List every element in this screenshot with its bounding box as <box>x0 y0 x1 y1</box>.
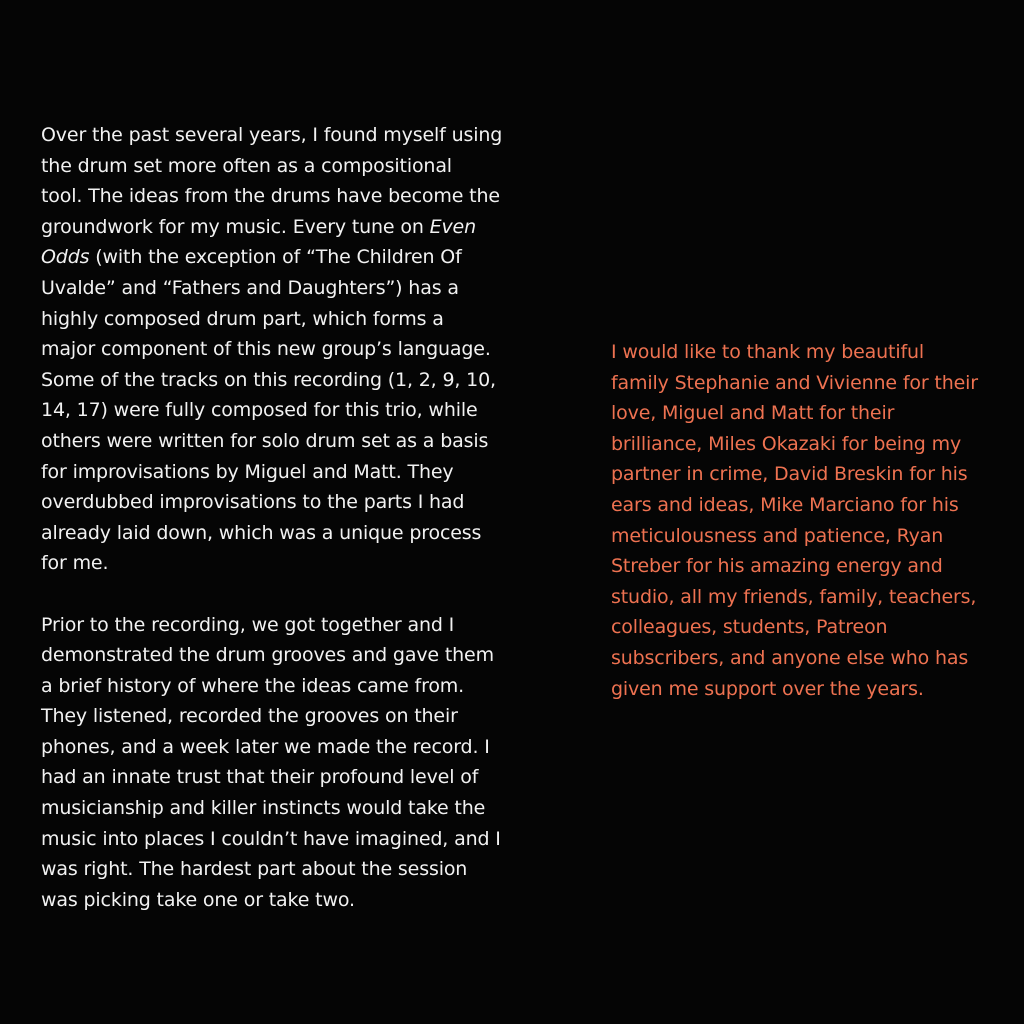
text-line: brilliance, Miles Okazaki for being my <box>611 432 962 455</box>
text-line: given me support over the years. <box>611 677 924 700</box>
text-line <box>41 212 541 243</box>
text-line: was picking take one or take two. <box>41 888 355 911</box>
text-line: musicianship and killer instincts would take the <box>41 797 486 820</box>
text-line: had an innate trust that their profound level of <box>41 766 479 789</box>
text-line: others were written for solo drum set as a basis <box>41 429 489 452</box>
text-run: (with the exception of “The Children Of <box>89 246 462 269</box>
text-line: They listened, recorded the grooves on their <box>41 705 458 728</box>
liner-notes-paragraph-2 <box>41 610 541 916</box>
text-line: was right. The hardest part about the session <box>41 858 468 881</box>
text-line: tool. The ideas from the drums have become the <box>41 185 500 208</box>
text-line: overdubbed improvisations to the parts I had <box>41 491 465 514</box>
album-title-part-1: Even <box>429 215 476 238</box>
text-line: ears and ideas, Mike Marciano for his <box>611 493 959 516</box>
text-line: the drum set more often as a compositional <box>41 154 452 177</box>
text-line: studio, all my friends, family, teachers, <box>611 585 977 608</box>
text-line: phones, and a week later we made the record. I <box>41 735 490 758</box>
liner-notes-paragraph-1 <box>41 120 541 579</box>
liner-notes-column <box>41 120 541 915</box>
acknowledgements-paragraph <box>611 337 1016 704</box>
text-line: subscribers, and anyone else who has <box>611 646 969 669</box>
text-line: highly composed drum part, which forms a <box>41 307 444 330</box>
text-line: music into places I couldn’t have imagined, and I <box>41 827 501 850</box>
text-line: Uvalde” and “Fathers and Daughters”) has a <box>41 276 459 299</box>
text-line: Prior to the recording, we got together and I <box>41 613 455 636</box>
acknowledgements-column <box>611 337 1016 704</box>
text-line: meticulousness and patience, Ryan <box>611 524 944 547</box>
text-line: for me. <box>41 552 109 575</box>
album-title-part-2: Odds <box>41 246 90 269</box>
text-line: love, Miguel and Matt for their <box>611 402 895 425</box>
text-line: for improvisations by Miguel and Matt. They <box>41 460 454 483</box>
text-run: groundwork for my music. Every tune on <box>41 215 430 238</box>
text-line: Over the past several years, I found myself using <box>41 124 503 146</box>
text-line: colleagues, students, Patreon <box>611 616 888 639</box>
text-line: a brief history of where the ideas came from. <box>41 674 465 697</box>
text-line: already laid down, which was a unique process <box>41 521 482 544</box>
text-line: family Stephanie and Vivienne for their <box>611 371 978 394</box>
text-line: Streber for his amazing energy and <box>611 555 943 578</box>
text-line: demonstrated the drum grooves and gave them <box>41 644 494 667</box>
text-line: I would like to thank my beautiful <box>611 341 925 363</box>
text-line: major component of this new group’s language. <box>41 338 491 361</box>
text-line <box>41 242 541 273</box>
text-line: 14, 17) were fully composed for this trio, while <box>41 399 478 422</box>
text-line: partner in crime, David Breskin for his <box>611 463 968 486</box>
text-line: Some of the tracks on this recording (1, 2, 9, 10, <box>41 368 496 391</box>
